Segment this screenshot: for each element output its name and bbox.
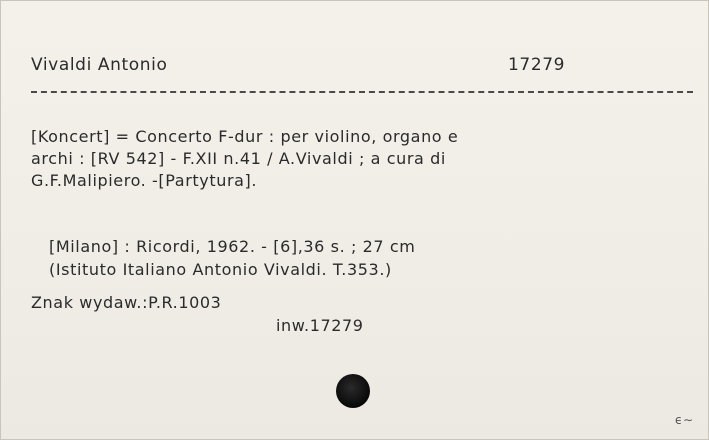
inventory-number: inw.17279 — [276, 316, 364, 335]
title-line-3: G.F.Malipiero. -[Partytura]. — [31, 171, 258, 190]
title-line-1: [Koncert] = Concerto F-dur : per violino, organo e — [31, 127, 459, 146]
title-line-2: archi : [RV 542] - F.XII n.41 / A.Vivaldi ; a cura di — [31, 149, 446, 168]
series-line: (Istituto Italiano Antonio Vivaldi. T.353.) — [49, 260, 392, 279]
author-heading: Vivaldi Antonio — [31, 55, 168, 75]
punch-hole — [336, 374, 370, 408]
publisher-number-line: Znak wydaw.:P.R.1003 — [31, 293, 222, 312]
publication-line: [Milano] : Ricordi, 1962. - [6],36 s. ; 27 cm — [49, 237, 416, 256]
corner-mark: ϵ∼ — [675, 413, 694, 427]
call-number: 17279 — [508, 55, 566, 75]
dashed-divider — [31, 91, 693, 93]
